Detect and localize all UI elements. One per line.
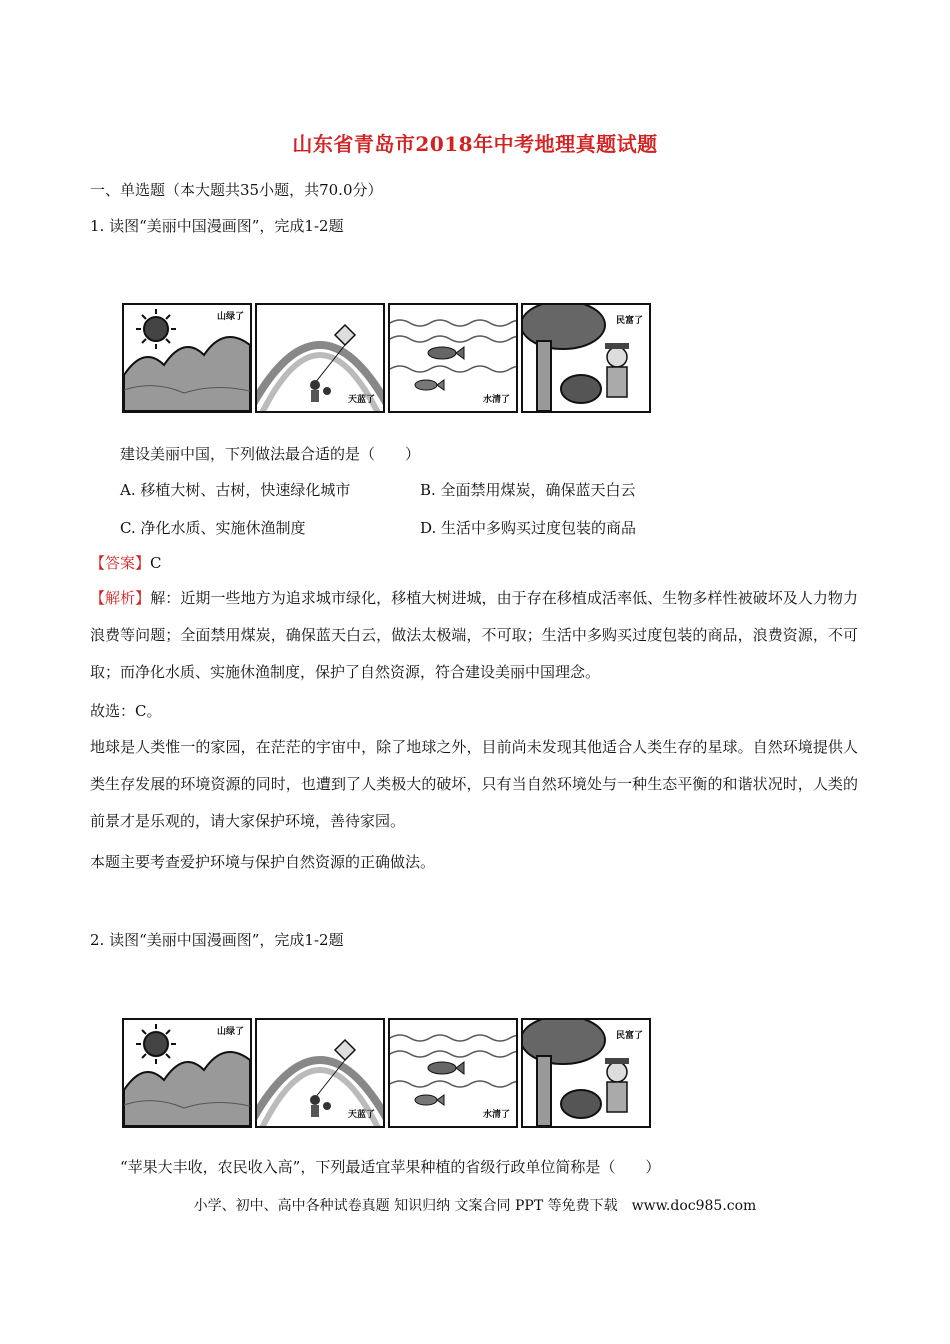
analysis-tag: 【解析】 (90, 589, 151, 607)
comic-panel-water (388, 1018, 518, 1128)
page-footer: 小学、初中、高中各种试卷真题 知识归纳 文案合同 PPT 等免费下载 www.doc985.com (193, 1198, 757, 1214)
question-2-text: “苹果大丰收，农民收入高”，下列最适宜苹果种植的省级行政单位简称是（ ） (120, 1158, 661, 1176)
analysis-text: 解：近期一些地方为追求城市绿化，移植大树进城，由于存在移植成活率低、生物多样性被破坏及人力物力浪费等问题；全面禁用煤炭，确保蓝天白云，做法太极端，不可取；生活中多购买过度包装的商品，浪费资源，不可取；而净化水质、实施休渔制度，保护了自然资源，符合建设美丽中国理念。 (90, 589, 858, 681)
comic-panel-mountain (122, 303, 252, 413)
comic-panel-sky (255, 1018, 385, 1128)
explanation-summary: 本题主要考查爱护环境与保护自然资源的正确做法。 (90, 853, 436, 871)
caption-farmer: 民富了 (615, 316, 643, 326)
option-d: D. 生活中多购买过度包装的商品 (420, 519, 637, 537)
question-1-stem: 1. 读图“美丽中国漫画图”，完成1-2题 (90, 217, 344, 235)
caption-sky: 天蓝了 (347, 395, 375, 405)
caption-mountain: 山绿了 (216, 312, 244, 322)
comic-panel-mountain (122, 1018, 252, 1128)
explanation-paragraph: 地球是人类惟一的家园，在茫茫的宇宙中，除了地球之外，目前尚未发现其他适合人类生存的星球。自然环境提供人类生存发展的环境资源的同时，也遭到了人类极大的破坏，只有当自然环境处与一种生态平衡的和谐状况时，人类的前景才是乐观的，请大家保护环境，善待家园。 (90, 738, 858, 830)
question-2-stem: 2. 读图“美丽中国漫画图”，完成1-2题 (90, 931, 344, 949)
caption-sky: 天蓝了 (347, 1110, 375, 1120)
section-heading: 一、单选题（本大题共35小题，共70.0分） (90, 181, 383, 199)
conclusion: 故选：C。 (90, 702, 162, 720)
caption-farmer: 民富了 (615, 1031, 643, 1041)
caption-water: 水清了 (482, 1110, 510, 1120)
comic-panel-sky (255, 303, 385, 413)
answer-line (90, 553, 162, 573)
caption-mountain: 山绿了 (216, 1027, 244, 1037)
comic-panel-water (388, 303, 518, 413)
comic-panel-farmer (521, 1018, 651, 1128)
comic-strip-1 (122, 303, 651, 413)
option-c: C. 净化水质、实施休渔制度 (120, 519, 306, 537)
question-1-text: 建设美丽中国，下列做法最合适的是（ ） (120, 445, 421, 463)
comic-strip-2 (122, 1018, 651, 1128)
analysis-paragraph (90, 580, 858, 691)
answer-value: C (150, 554, 162, 572)
page-title: 山东省青岛市2018年中考地理真题试题 (292, 132, 658, 156)
comic-panel-farmer (521, 303, 651, 413)
option-b: B. 全面禁用煤炭，确保蓝天白云 (420, 481, 636, 499)
answer-tag: 【答案】 (90, 554, 151, 572)
option-a: A. 移植大树、古树，快速绿化城市 (120, 481, 351, 499)
caption-water: 水清了 (482, 395, 510, 405)
